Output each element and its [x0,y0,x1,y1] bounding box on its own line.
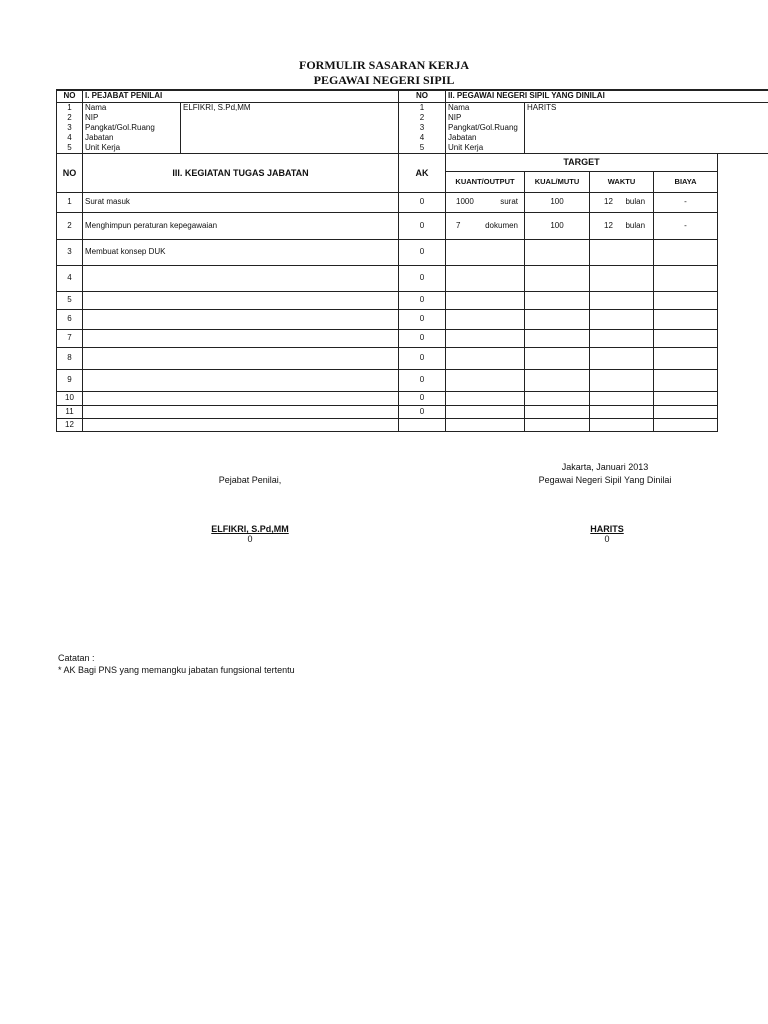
activity-description: Surat masuk [83,192,399,212]
left-signatory-name: ELFIKRI, S.Pd,MM [211,524,289,534]
left-signatory-block [190,524,310,544]
field-number: 3 [399,123,446,133]
kuant-output-header: KUANT/OUTPUT [446,171,525,192]
kual-mutu-header: KUAL/MUTU [525,171,590,192]
activity-biaya [654,418,718,431]
field-label: Jabatan [446,133,525,143]
field-label: Nama [83,102,181,113]
form-subtitle: PEGAWAI NEGERI SIPIL [313,73,455,87]
activity-description [83,418,399,431]
activity-number: 11 [57,405,83,418]
activity-number: 9 [57,369,83,391]
target-form-table [56,89,768,432]
activity-number: 4 [57,265,83,291]
field-value-dinilai [525,123,768,133]
activity-description [83,405,399,418]
activity-row [57,212,768,239]
notes-line: * AK Bagi PNS yang memangku jabatan fungsional tertentu [58,665,295,675]
activity-kuant-output [446,329,525,347]
activity-waktu [590,418,654,431]
activity-kuant-output [446,405,525,418]
left-signatory-title: Pejabat Penilai, [218,475,282,485]
field-number: 1 [57,102,83,113]
field-number: 4 [399,133,446,143]
activity-number: 2 [57,212,83,239]
activity-kual-mutu [525,309,590,329]
activity-description [83,265,399,291]
field-label: Nama [446,102,525,113]
activity-waktu [590,405,654,418]
activity-kual-mutu [525,291,590,309]
activity-kuant-output [446,309,525,329]
activity-waktu [590,291,654,309]
field-number: 5 [399,143,446,154]
identity-row [57,102,768,113]
right-signatory-nip: 0 [604,534,610,544]
kuant-unit: surat [500,197,519,206]
activity-description [83,329,399,347]
activity-biaya [654,239,718,265]
activity-kual-mutu [525,265,590,291]
waktu-number: 12 [604,197,613,206]
activity-biaya [654,391,718,405]
activity-kual-mutu [525,405,590,418]
activity-description [83,391,399,405]
activity-description [83,369,399,391]
field-value-penilai: ELFIKRI, S.Pd,MM [181,102,399,113]
activity-row [57,192,768,212]
field-number: 3 [57,123,83,133]
field-label: Jabatan [83,133,181,143]
activity-kuant-output [446,239,525,265]
activity-kual-mutu [525,418,590,431]
field-label: Unit Kerja [446,143,525,154]
identity-row [57,143,768,154]
activity-kual-mutu [525,391,590,405]
right-signatory-block [567,524,647,544]
activity-ak: 0 [399,369,446,391]
activities-kegiatan-header: III. KEGIATAN TUGAS JABATAN [83,153,399,192]
field-value-dinilai [525,133,768,143]
field-number: 1 [399,102,446,113]
activity-row [57,405,768,418]
activity-description [83,309,399,329]
activity-ak: 0 [399,309,446,329]
activity-number: 10 [57,391,83,405]
target-header: TARGET [446,153,718,171]
biaya-header: BIAYA [654,171,718,192]
activity-row [57,291,768,309]
field-value-penilai [181,143,399,154]
field-label: NIP [83,113,181,123]
activity-number: 3 [57,239,83,265]
waktu-number: 12 [604,220,613,230]
activity-kuant-output [446,418,525,431]
right-signatory-name: HARITS [590,524,624,534]
activity-row [57,265,768,291]
header-no-right: NO [399,90,446,102]
activity-kuant-output [446,265,525,291]
field-number: 2 [57,113,83,123]
field-number: 2 [399,113,446,123]
activity-waktu [590,329,654,347]
waktu-header: WAKTU [590,171,654,192]
field-label: Pangkat/Gol.Ruang [446,123,525,133]
activity-kual-mutu [525,239,590,265]
activity-row [57,329,768,347]
field-number: 5 [57,143,83,154]
activity-number: 8 [57,347,83,369]
field-value-dinilai: HARITS [525,102,768,113]
notes-heading: Catatan : [58,653,95,663]
activity-row [57,239,768,265]
kuant-number: 1000 [456,197,474,206]
identity-row [57,123,768,133]
activity-biaya [654,405,718,418]
activity-row [57,418,768,431]
activity-kuant-output [446,192,525,212]
activity-kuant-output [446,369,525,391]
activity-biaya [654,265,718,291]
activity-waktu [590,391,654,405]
activity-kual-mutu [525,329,590,347]
activity-kuant-output [446,347,525,369]
activity-row [57,391,768,405]
activity-biaya [654,309,718,329]
field-value-dinilai [525,113,768,123]
activities-no-header: NO [57,153,83,192]
activity-kual-mutu [525,347,590,369]
activity-kuant-output [446,212,525,239]
activity-waktu [590,309,654,329]
activity-waktu [590,239,654,265]
place-date: Jakarta, Januari 2013 [561,462,649,472]
activity-ak: 0 [399,265,446,291]
field-value-penilai [181,113,399,123]
activity-ak: 0 [399,329,446,347]
activity-waktu [590,347,654,369]
activity-biaya [654,369,718,391]
activity-kuant-output [446,291,525,309]
activity-row [57,369,768,391]
activity-number: 1 [57,192,83,212]
field-number: 4 [57,133,83,143]
waktu-unit: bulan [625,220,646,230]
activity-biaya [654,347,718,369]
identity-row [57,133,768,143]
field-label: NIP [446,113,525,123]
right-signatory-title: Pegawai Negeri Sipil Yang Dinilai [538,475,672,485]
activity-biaya [654,291,718,309]
activity-description [83,347,399,369]
field-label: Unit Kerja [83,143,181,154]
activity-waktu [590,212,654,239]
activity-description: Membuat konsep DUK [83,239,399,265]
activities-header-row [57,153,768,171]
activity-ak: 0 [399,239,446,265]
header-no-left: NO [57,90,83,102]
section-pns-dinilai: II. PEGAWAI NEGERI SIPIL YANG DINILAI [446,90,768,102]
field-label: Pangkat/Gol.Ruang [83,123,181,133]
activity-biaya: - [654,212,718,239]
kuant-number: 7 [456,220,461,230]
activity-biaya: - [654,192,718,212]
identity-row [57,113,768,123]
activity-number: 7 [57,329,83,347]
kuant-unit: dokumen [485,220,519,230]
activity-kuant-output [446,391,525,405]
activity-number: 6 [57,309,83,329]
waktu-unit: bulan [625,197,646,206]
activity-description [83,291,399,309]
activity-row [57,347,768,369]
left-signatory-nip: 0 [247,534,253,544]
field-value-penilai [181,133,399,143]
activity-ak: 0 [399,291,446,309]
activity-waktu [590,265,654,291]
field-value-penilai [181,123,399,133]
activity-kual-mutu [525,369,590,391]
section-pejabat-penilai: I. PEJABAT PENILAI [83,90,399,102]
activity-kual-mutu: 100 [525,192,590,212]
activity-ak: 0 [399,212,446,239]
activity-number: 12 [57,418,83,431]
activity-row [57,309,768,329]
field-value-dinilai [525,143,768,154]
activity-number: 5 [57,291,83,309]
activities-ak-header: AK [399,153,446,192]
activity-ak: 0 [399,347,446,369]
activity-waktu [590,192,654,212]
activity-description: Menghimpun peraturan kepegawaian [83,212,399,239]
activity-ak: 0 [399,391,446,405]
activity-waktu [590,369,654,391]
form-title: FORMULIR SASARAN KERJA [298,58,469,72]
activity-ak: 0 [399,192,446,212]
activity-biaya [654,329,718,347]
activity-ak [399,418,446,431]
activity-ak: 0 [399,405,446,418]
activity-kual-mutu: 100 [525,212,590,239]
